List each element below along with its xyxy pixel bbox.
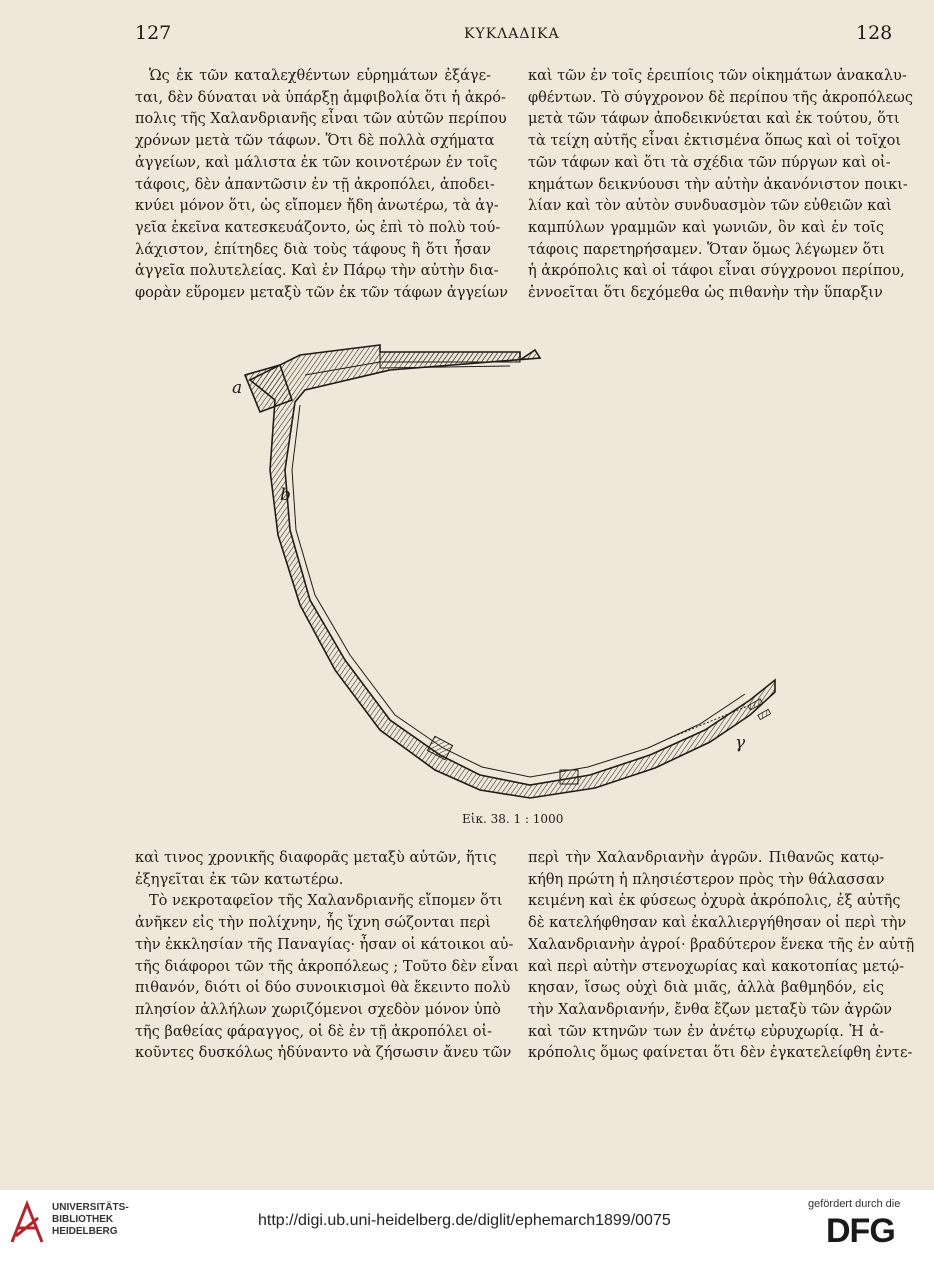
column-right-bottom [528, 848, 915, 1065]
text-line: τῆς βαθείας φάραγγος, οἱ δὲ ἐν τῇ ἀκροπόλει οἰ- [135, 1023, 493, 1040]
text-line: τῆς διάφοροι τῶν τῆς ἀκροπόλεως ; Τοῦτο δὲν εἶναι [135, 958, 519, 975]
library-name: UNIVERSITÄTS- BIBLIOTHEK HEIDELBERG [52, 1202, 129, 1237]
text-line: Ὡς ἐκ τῶν καταλεχθέντων εὑρημάτων ἐξάγε- [149, 68, 491, 84]
column-right-top [528, 66, 913, 305]
text-line: κημάτων δεικνύουσι τὴν αὐτὴν ἀκανόνιστον ποικι- [528, 176, 908, 193]
text-line: κησαν, ἴσως οὐχὶ διὰ μιᾶς, ἀλλὰ βαθμηδόν, εἰς [528, 980, 884, 997]
text-line: χρόνων μετὰ τῶν τάφων. Ὅτι δὲ πολλὰ σχήματα [135, 133, 495, 150]
text-line: καὶ τινος χρονικῆς διαφορᾶς μεταξὺ αὐτῶν, ἥτις [135, 850, 497, 866]
source-url-link[interactable]: http://digi.ub.uni-heidelberg.de/diglit/ephemarch1899/0075 [258, 1212, 671, 1229]
column-left-top [135, 66, 508, 305]
text-line: ἐξηγεῖται ἐκ τῶν κατωτέρω. [135, 871, 344, 888]
text-line: τάφοις παρετηρήσαμεν. Ὅταν ὅμως λέγωμεν ὅτι [528, 241, 885, 258]
text-line: μετὰ τῶν τάφων ἀποδεικνύεται καὶ ἐκ τούτου, ὅτι [528, 111, 900, 128]
text-line: φθέντων. Τὸ σύγχρονον δὲ περίπου τῆς ἀκροπόλεως [528, 89, 913, 106]
text-line: κήθη πρώτη ἡ πλησιέστερον πρὸς τὴν θάλασσαν [528, 871, 885, 888]
dfg-logo: DFG [826, 1212, 895, 1250]
plan-label-gamma: γ [735, 733, 746, 753]
text-line: ἐννοεῖται ὅτι δεχόμεθα ὡς πιθανὴν τὴν ὕπαρξιν [528, 285, 883, 302]
text-line: κρόπολις ὅμως φαίνεται ὅτι δὲν ἐγκατελείφθη ἐντε- [528, 1045, 913, 1062]
text-line: πολις τῆς Χαλανδριανῆς εἶναι τῶν αὐτῶν περίπου [135, 111, 507, 128]
text-line: ἀγγεῖα πολυτελείας. Καὶ ἐν Πάρῳ τὴν αὐτὴν δια- [135, 263, 499, 280]
plan-label-b: b [280, 485, 291, 505]
plan-label-a: a [232, 378, 243, 398]
text-line: Τὸ νεκροταφεῖον τῆς Χαλανδριανῆς εἴπομεν ὅτι [149, 893, 503, 910]
text-line: καὶ περὶ αὐτὴν στενοχωρίας καὶ κακοτοπίας μετῴ- [528, 958, 905, 975]
column-left-bottom [135, 848, 519, 1065]
text-line: ἀγγείων, καὶ μάλιστα ἐκ τῶν κοινοτέρων ἐν τοῖς [135, 154, 498, 171]
text-line: πιθανόν, διότι οἱ δύο συνοικισμοὶ θὰ ἔκειντο πολὺ [135, 980, 511, 997]
library-logo-icon [8, 1200, 46, 1246]
text-line: δὲ κατελήφθησαν καὶ ἐκαλλιεργήθησαν οἱ περὶ τὴν [528, 915, 907, 932]
text-line: Χαλανδριανὴν ἀγροί· βραδύτερον ἕνεκα τῆς ἐν αὐτῇ [528, 936, 915, 953]
page-number-right: 128 [856, 22, 893, 44]
wall-outline [245, 345, 775, 798]
text-line: καὶ τῶν κτηνῶν των ἐν ἀνέτῳ εὐρυχωρίᾳ. Ἡ ἀ- [528, 1023, 884, 1040]
text-line: γεῖα ἐκεῖνα κατεσκευάζοντο, ὡς ἐπὶ τὸ πολὺ τού- [135, 219, 501, 236]
acropolis-plan-figure [230, 330, 790, 810]
text-line: καμπύλων γραμμῶν καὶ γωνιῶν, ὃν καὶ ἐν τοῖς [528, 219, 884, 236]
text-line: τάφοις, δὲν ἀπαντῶσιν ἐν τῇ ἀκροπόλει, ἀποδει- [135, 176, 495, 193]
text-line: τὴν Χαλανδριανήν, ἔνθα ἔζων μεταξὺ τῶν ἀγρῶν [528, 1001, 892, 1018]
text-line: κοῦντες δυσκόλως ἠδύναντο νὰ ζήσωσιν ἄνευ τῶν [135, 1045, 512, 1062]
text-line: ται, δὲν δύναται νὰ ὑπάρξῃ ἀμφιβολία ὅτι ἡ ἀκρό- [135, 89, 506, 106]
text-line: ἀνῆκεν εἰς τὴν πολίχνην, ἧς ἴχνη σώζονται περὶ [135, 915, 491, 932]
funded-by-text: gefördert durch die [808, 1198, 901, 1210]
text-line: κνύει μόνον ὅτι, ὡς εἴπομεν ἤδη ἀνωτέρω, τὰ ἀγ- [135, 198, 499, 215]
text-line: κειμένη καὶ ἐκ φύσεως ὀχυρὰ ἀκρόπολις, ἐξ αὐτῆς [528, 893, 901, 910]
page-number-left: 127 [135, 22, 172, 44]
text-line: λίαν καὶ τὸν αὐτὸν συνδυασμὸν τῶν εὐθειῶν καὶ [528, 198, 892, 215]
text-line: τὰ τείχη αὐτῆς εἶναι ἐκτισμένα ὅπως καὶ οἱ τοῖχοι [528, 133, 902, 150]
text-line: τῶν τάφων καὶ ὅτι τὰ σχέδια τῶν πύργων καὶ οἰ- [528, 154, 891, 171]
figure-caption: Εἰκ. 38. 1 : 1000 [462, 812, 564, 826]
text-line: περὶ τὴν Χαλανδριανὴν ἀγρῶν. Πιθανῶς κατῳ- [528, 850, 884, 866]
running-title: ΚΥΚΛΑΔΙΚΑ [464, 26, 560, 42]
footer-bar [0, 1190, 934, 1263]
text-line: ἡ ἀκρόπολις καὶ οἱ τάφοι εἶναι σύγχρονοι περίπου, [528, 263, 905, 280]
text-line: τὴν ἐκκλησίαν τῆς Παναγίας· ἦσαν οἱ κάτοικοι αὐ- [135, 936, 514, 953]
text-line: καὶ τῶν ἐν τοῖς ἐρειπίοις τῶν οἰκημάτων ἀνακαλυ- [528, 68, 907, 84]
text-line: λάχιστον, ἐπίτηδες διὰ τοὺς τάφους ἢ ὅτι ἦσαν [135, 241, 491, 258]
text-line: φορὰν εὕρομεν μεταξὺ τῶν ἐκ τῶν τάφων ἀγγείων [135, 285, 508, 302]
text-line: πλησίον ἀλλήλων χωριζόμενοι σχεδὸν μόνον ὑπὸ [135, 1001, 501, 1018]
